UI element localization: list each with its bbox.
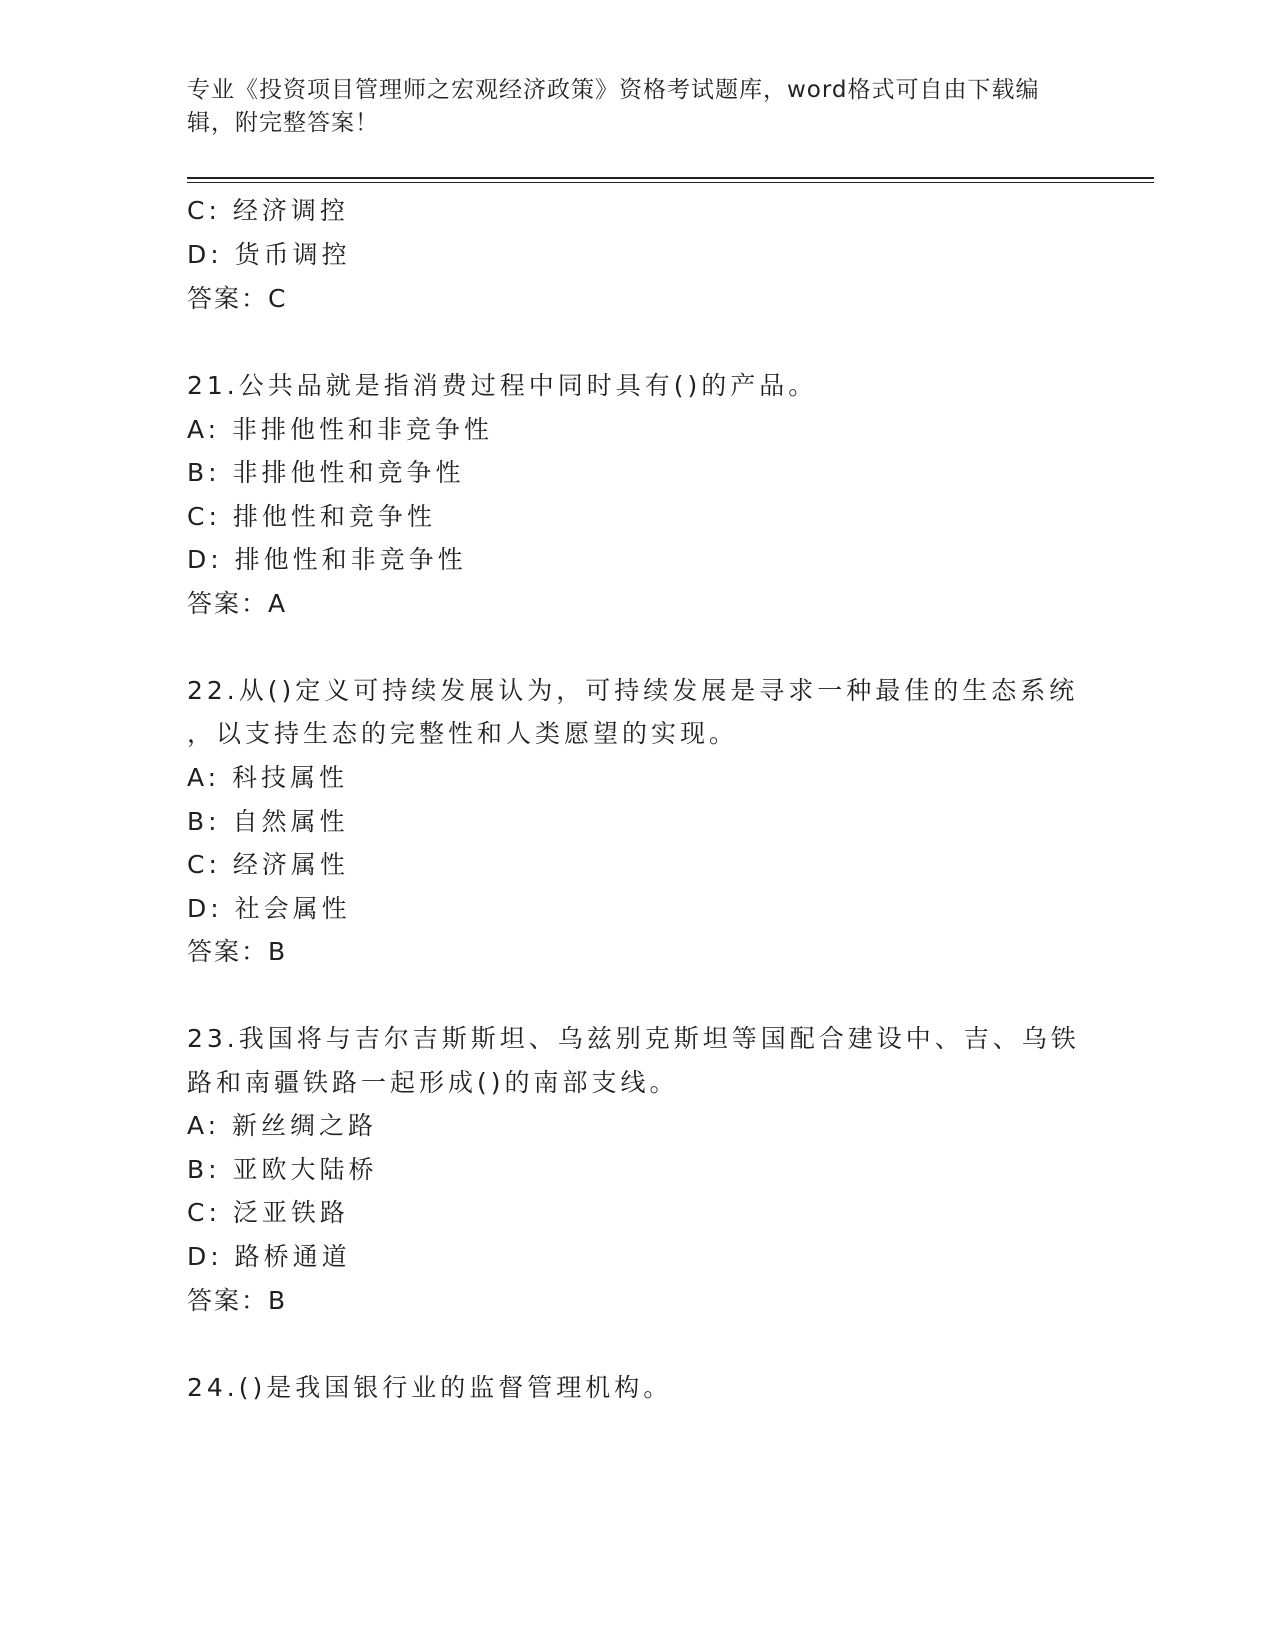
option-c: C: 经济调控 <box>187 196 349 225</box>
question-23-stem-line1: 23.我国将与吉尔吉斯斯坦、乌兹别克斯坦等国配合建设中、吉、乌铁 <box>187 1024 1080 1053</box>
option-a: A: 新丝绸之路 <box>187 1111 378 1140</box>
option-d: D: 路桥通道 <box>187 1242 351 1271</box>
question-23-stem-line2: 路和南疆铁路一起形成()的南部支线。 <box>187 1068 679 1097</box>
option-b: B: 亚欧大陆桥 <box>187 1155 378 1184</box>
header-divider-thin <box>187 182 1154 183</box>
answer: 答案：B <box>187 937 288 966</box>
option-c: C: 经济属性 <box>187 850 349 879</box>
option-c: C: 泛亚铁路 <box>187 1198 349 1227</box>
option-b: B: 非排他性和竞争性 <box>187 458 465 487</box>
answer: 答案：C <box>187 284 288 313</box>
option-b: B: 自然属性 <box>187 807 349 836</box>
option-d: D: 货币调控 <box>187 240 351 269</box>
option-c: C: 排他性和竞争性 <box>187 502 436 531</box>
question-22-stem-line1: 22.从()定义可持续发展认为，可持续发展是寻求一种最佳的生态系统 <box>187 676 1079 705</box>
question-24-stem: 24.()是我国银行业的监督管理机构。 <box>187 1373 673 1402</box>
answer: 答案：A <box>187 589 288 618</box>
option-a: A: 非排他性和非竞争性 <box>187 415 494 444</box>
option-d: D: 排他性和非竞争性 <box>187 545 467 574</box>
header-divider <box>187 177 1154 179</box>
document-header: 专业《投资项目管理师之宏观经济政策》资格考试题库，word格式可自由下载编辑，附完整答案！ <box>187 77 1040 136</box>
option-a: A: 科技属性 <box>187 763 349 792</box>
option-d: D: 社会属性 <box>187 894 351 923</box>
question-22-stem-line2: ，以支持生态的完整性和人类愿望的实现。 <box>187 719 739 748</box>
answer: 答案：B <box>187 1286 288 1315</box>
question-21-stem: 21.公共品就是指消费过程中同时具有()的产品。 <box>187 371 818 400</box>
